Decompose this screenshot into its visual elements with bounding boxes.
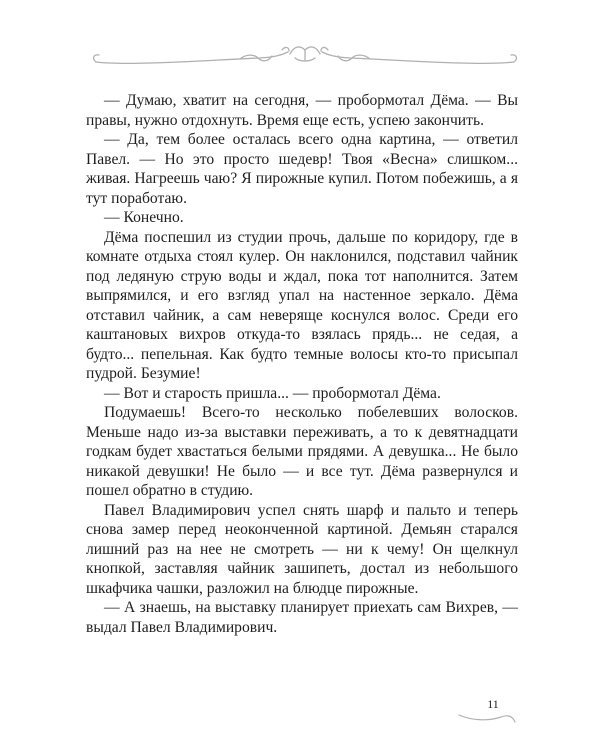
page-body-text [86,91,518,637]
paragraph: Подумаешь! Всего-то несколько побелевших волосков. Меньше надо из-за выставки переживать, а то к девятнадцати годкам будет хвастаться белыми прядями. А девушка... Не было никакой девушки! Не было — и все тут. Дёма развернулся и пошел обратно в студию. [86,404,518,499]
paragraph: Павел Владимирович успел снять шарф и пальто и теперь снова замер перед неоконченной картиной. Демьян старался лишний раз на нее не смотреть — ни к чему! Он щелкнул кнопкой, заставляя чайник зашипеть, достал из небольшого шкафчика чашки, разложил на блюдце пирожные. [86,501,518,597]
page-number: 11 [487,697,499,711]
paragraph: Дёма поспешил из студии прочь, дальше по коридору, где в комнате отдыха стоял кулер. Он наклонился, подставил чайник под ледяную струю воды и ждал, пока тот наполнится. Затем выпрямился, и его взгляд упал на настенное зеркало. Дёма отставил чайник, а сам неверяще коснулся волос. Среди его каштановых вихров откуда-то взялась прядь... не седая, а будто... пепельная. Как будто темные волосы кто-то присыпал пудрой. Безумие! [86,228,518,382]
paragraph: — Да, тем более осталась всего одна картина, — ответил Павел. — Но это просто шедевр! Твоя «Весна» слишком... живая. Нагреешь чаю? Я пирожные купил. Потом побежишь, а я тут поработаю. [86,131,518,207]
paragraph: — А знаешь, на выставку планирует приехать сам Вихрев, — выдал Павел Владимирович. [86,599,518,636]
paragraph: — Вот и старость пришла... — пробормотал Дёма. [104,384,441,402]
paragraph: — Думаю, хватит на сегодня, — пробормотал Дёма. — Вы правы, нужно отдохнуть. Время еще есть, успею закончить. [86,92,518,129]
ornamental-header-divider [90,40,520,76]
page-number-flourish [455,705,525,725]
paragraph: — Конечно. [104,209,184,226]
